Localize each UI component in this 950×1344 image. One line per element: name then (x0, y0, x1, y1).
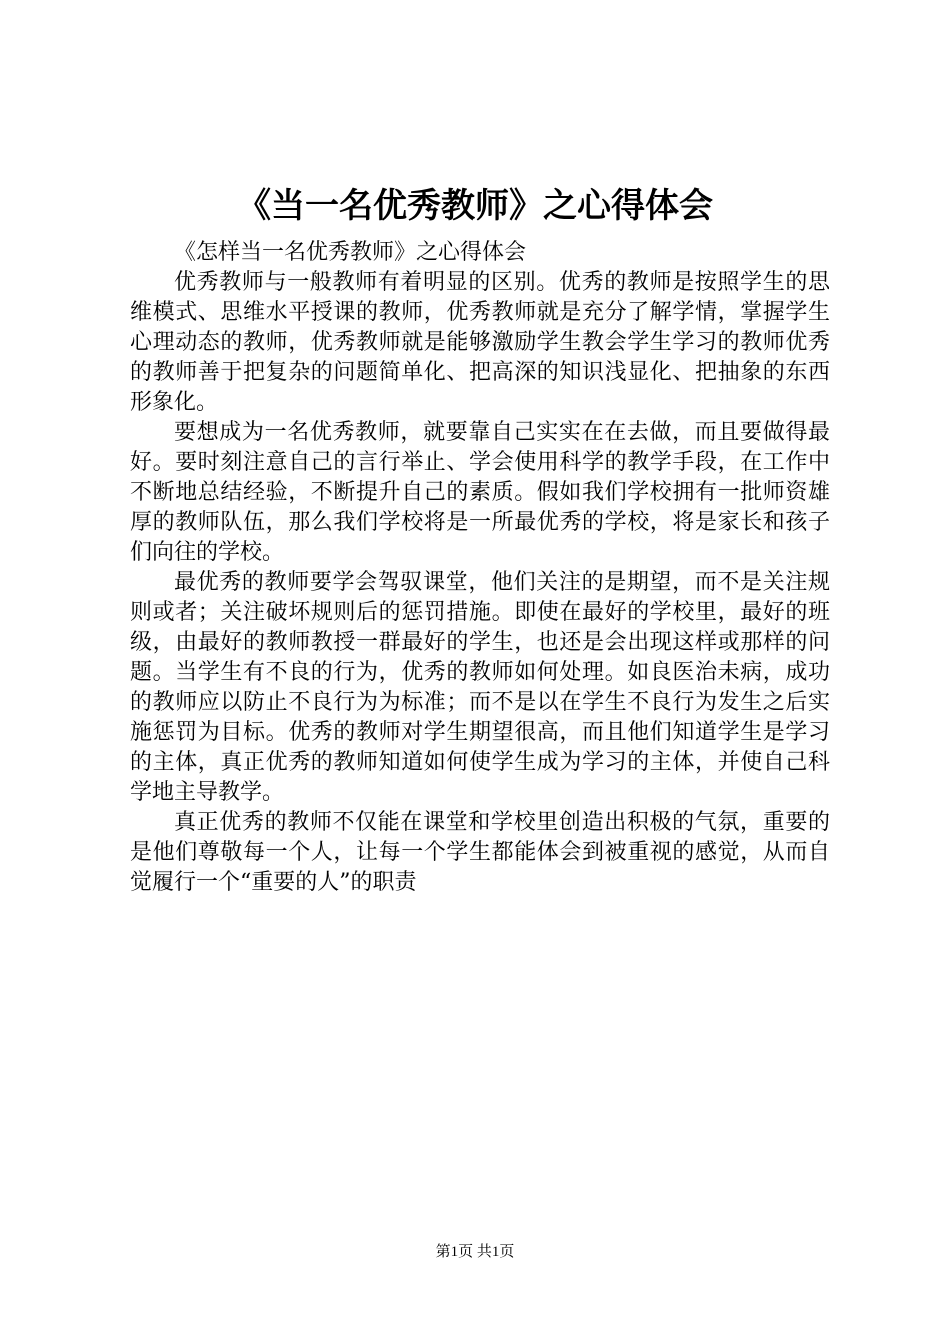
paragraph: 要想成为一名优秀教师，就要靠自己实实在在去做，而且要做得最好。要时刻注意自己的言行举止、学会使用科学的教学手段，在工作中不断地总结经验，不断提升自己的素质。假如我们学校拥有一批师资雄厚的教师队伍，那么我们学校将是一所最优秀的学校，将是家长和孩子们向往的学校。 (130, 420, 830, 565)
document-title: 《当一名优秀教师》之心得体会 (237, 186, 713, 226)
paragraph: 最优秀的教师要学会驾驭课堂，他们关注的是期望，而不是关注规则或者；关注破坏规则后的惩罚措施。即使在最好的学校里，最好的班级，由最好的教师教授一群最好的学生，也还是会出现这样或那样的问题。当学生有不良的行为，优秀的教师如何处理。如良医治未病，成功的教师应以防止不良行为为标准；而不是以在学生不良行为发生之后实施惩罚为目标。优秀的教师对学生期望很高，而且他们知道学生是学习的主体，真正优秀的教师知道如何使学生成为学习的主体，并使自己科学地主导教学。 (130, 570, 830, 805)
document-subtitle: 《怎样当一名优秀教师》之心得体会 (174, 240, 527, 265)
page-footer: 第1页 共1页 (435, 1244, 515, 1260)
paragraph: 真正优秀的教师不仅能在课堂和学校里创造出积极的气氛，重要的是他们尊敬每一个人，让每一个学生都能体会到被重视的感觉，从而自觉履行一个“重要的人”的职责 (130, 810, 830, 895)
document-body (130, 238, 830, 898)
paragraph: 优秀教师与一般教师有着明显的区别。优秀的教师是按照学生的思维模式、思维水平授课的教师，优秀教师就是充分了解学情，掌握学生心理动态的教师，优秀教师就是能够激励学生教会学生学习的教师优秀的教师善于把复杂的问题简单化、把高深的知识浅显化、把抽象的东西形象化。 (130, 270, 830, 415)
